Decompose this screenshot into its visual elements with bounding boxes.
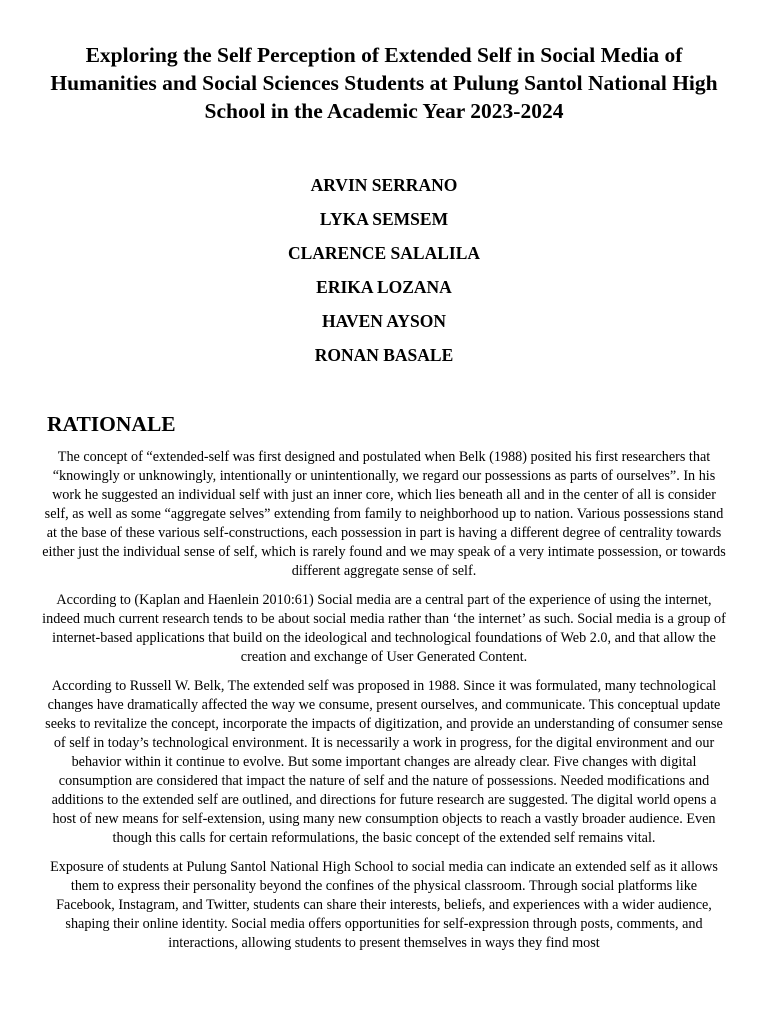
body-paragraph: According to (Kaplan and Haenlein 2010:61) Social media are a central part of the experience of using the internet, indeed much current research tends to be about social media rather than ‘the internet’ as such. Social media is a group of internet-based applications that build on the ideological and technological foundations of Web 2.0, and that allow the creation and exchange of User Generated Content. [42,592,726,665]
section-heading: RATIONALE [47,412,176,436]
author-name: ERIKA LOZANA [316,277,452,297]
author-name: HAVEN AYSON [321,311,446,331]
rationale-body [40,448,728,963]
body-paragraph: Exposure of students at Pulung Santol National High School to social media can indicate an extended self as it allows them to express their personality beyond the confines of the physical classroom. Through social platforms like Facebook, Instagram, and Twitter, students can share their interests, beliefs, and experiences with a wider audience, shaping their online identity. Social media offers opportunities for self-expression through posts, comments, and interactions, allowing students to present themselves in ways they find most [50,859,718,951]
author-name: CLARENCE SALALILA [287,243,481,263]
document-title: Exploring the Self Perception of Extended Self in Social Media of Humanities and Social Sciences Students at Pulung Santol National High School in the Academic Year 2023-2024 [50,43,718,123]
author-name: ARVIN SERRANO [310,175,458,195]
author-list [100,168,668,372]
body-paragraph: According to Russell W. Belk, The extended self was proposed in 1988. Since it was formulated, many technological changes have dramatically affected the way we consume, present ourselves, and communicate. This conceptual update seeks to revitalize the concept, incorporate the impacts of digitization, and provide an understanding of consumer sense of self in today’s technological environment. It is necessarily a work in progress, for the digital environment and our behavior within it continue to evolve. But some important changes are already clear. Five changes with digital consumption are considered that impact the nature of self and the nature of possessions. Needed modifications and additions to the extended self are outlined, and directions for future research are suggested. The digital world opens a host of new means for self-extension, using many new consumption objects to reach a vastly broader audience. Even though this calls for certain reformulations, the basic concept of the extended self remains vital. [45,678,723,846]
body-paragraph: The concept of “extended-self was first designed and postulated when Belk (1988) posited his first researchers that “knowingly or unknowingly, intentionally or unintentionally, we regard our possessions as parts of ourselves”. In his work he suggested an individual self with just an inner core, which lies beneath all and in the center of all is consider self, as well as some “aggregate selves” extending from family to neighborhood up to nation. Various possessions stand at the base of these various self-constructions, each possession in part is having a different degree of centrality towards either just the individual sense of self, which is rarely found and we may speak of a very intimate possession, or towards different aggregate sense of self. [42,449,726,579]
author-name: RONAN BASALE [314,345,454,365]
author-name: LYKA SEMSEM [319,209,449,229]
